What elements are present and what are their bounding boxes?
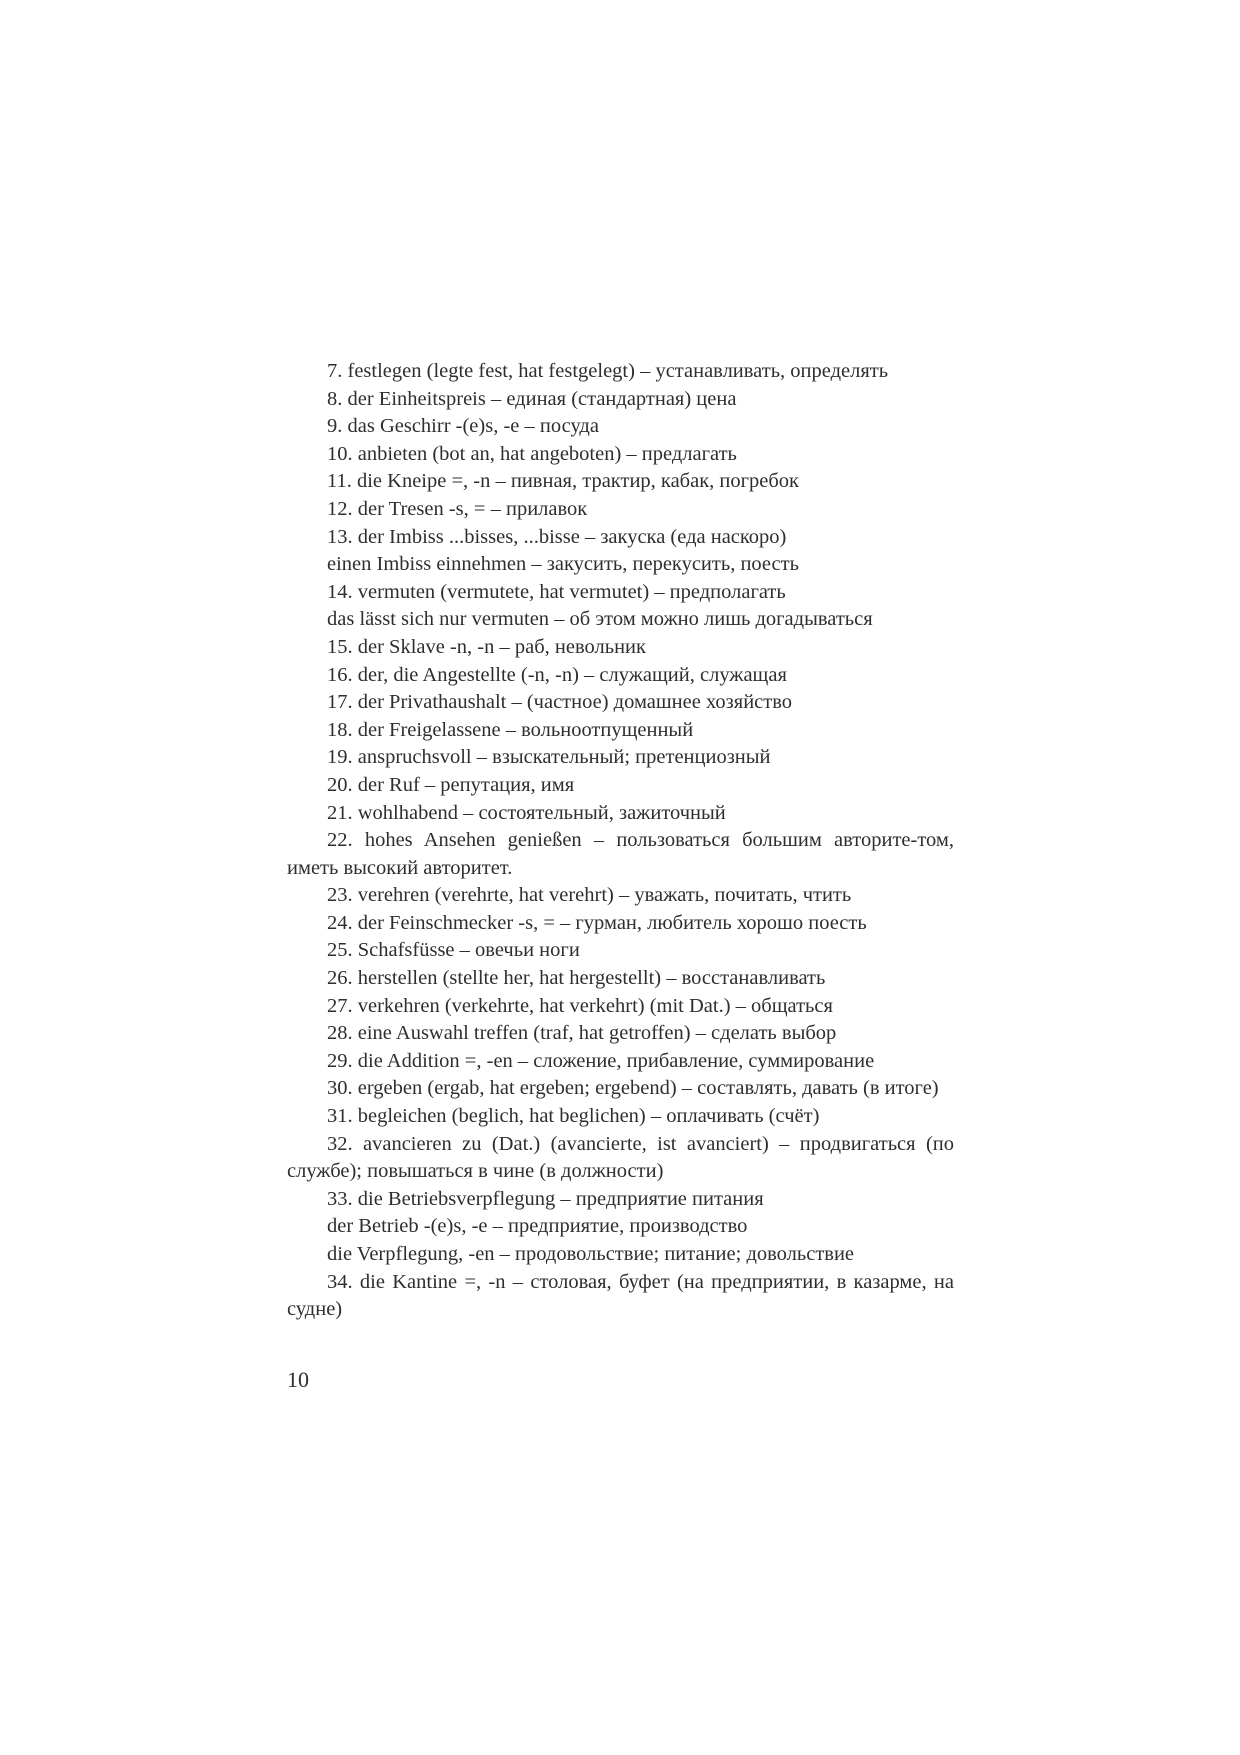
- vocab-entry: 8. der Einheitspreis – единая (стандартная) цена: [327, 387, 737, 410]
- vocab-entry: 13. der Imbiss ...bisses, ...bisse – закуска (еда наскоро): [327, 525, 787, 548]
- vocab-entry: 18. der Freigelassene – вольноотпущенный: [327, 718, 694, 741]
- vocab-entry: 30. ergeben (ergab, hat ergeben; ergebend) – составлять, давать (в итоге): [327, 1077, 939, 1100]
- vocab-entry: 12. der Tresen -s, = – прилавок: [327, 497, 588, 520]
- vocab-entry: 24. der Feinschmecker -s, = – гурман, любитель хорошо поесть: [327, 911, 867, 934]
- vocab-entry: 14. vermuten (vermutete, hat vermutet) – предполагать: [327, 580, 786, 603]
- vocab-entry: 33. die Betriebsverpflegung – предприятие питания: [327, 1187, 764, 1210]
- vocab-entry: 17. der Privathaushalt – (частное) домашнее хозяйство: [327, 691, 793, 714]
- vocab-entry: 19. anspruchsvoll – взыскательный; претенциозный: [327, 746, 771, 769]
- vocab-entry: 27. verkehren (verkehrte, hat verkehrt) (mit Dat.) – общаться: [327, 994, 833, 1017]
- vocab-entry: 23. verehren (verehrte, hat verehrt) – уважать, почитать, чтить: [327, 884, 852, 907]
- vocab-subentry: der Betrieb -(e)s, -e – предприятие, производство: [327, 1215, 748, 1238]
- page-number: 10: [287, 1367, 309, 1392]
- vocab-entry: 21. wohlhabend – состоятельный, зажиточный: [327, 801, 726, 824]
- vocab-entry: 7. festlegen (legte fest, hat festgelegt) – устанавливать, определять: [327, 360, 889, 382]
- vocab-entry: 16. der, die Angestellte (-n, -n) – служащий, служащая: [327, 663, 787, 686]
- vocab-entry: 20. der Ruf – репутация, имя: [327, 773, 575, 796]
- vocab-entry: 11. die Kneipe =, -n – пивная, трактир, кабак, погребок: [327, 470, 800, 493]
- vocab-subentry: einen Imbiss einnehmen – закусить, перекусить, поесть: [327, 553, 799, 576]
- vocabulary-list: [287, 358, 954, 1324]
- vocab-subentry: das lässt sich nur vermuten – об этом можно лишь догадываться: [327, 608, 873, 631]
- vocab-entry: 29. die Addition =, -en – сложение, прибавление, суммирование: [327, 1049, 875, 1072]
- vocab-entry: 31. begleichen (beglich, hat beglichen) – оплачивать (счёт): [327, 1105, 820, 1128]
- vocab-entry: 10. anbieten (bot an, hat angeboten) – предлагать: [327, 442, 737, 465]
- vocab-entry: 25. Schafsfüsse – овечьи ноги: [327, 939, 580, 962]
- vocab-entry: 9. das Geschirr -(e)s, -e – посуда: [327, 415, 599, 438]
- vocab-entry: 26. herstellen (stellte her, hat hergestellt) – восстанавливать: [327, 967, 826, 990]
- vocab-subentry: die Verpflegung, -en – продовольствие; питание; довольствие: [327, 1243, 855, 1265]
- vocab-entry: 32. avancieren zu (Dat.) (avancierte, ist avanciert) – продвигаться (по службе); повышаться в чине (в должности): [287, 1132, 954, 1183]
- vocab-entry: 34. die Kantine =, -n – столовая, буфет (на предприятии, в казарме, на судне): [287, 1270, 954, 1321]
- vocab-entry: 22. hohes Ansehen genießen – пользоваться большим авторите-том, иметь высокий авторитет.: [287, 829, 954, 879]
- vocab-entry: 28. eine Auswahl treffen (traf, hat getroffen) – сделать выбор: [327, 1022, 837, 1045]
- vocab-entry: 15. der Sklave -n, -n – раб, невольник: [327, 635, 646, 658]
